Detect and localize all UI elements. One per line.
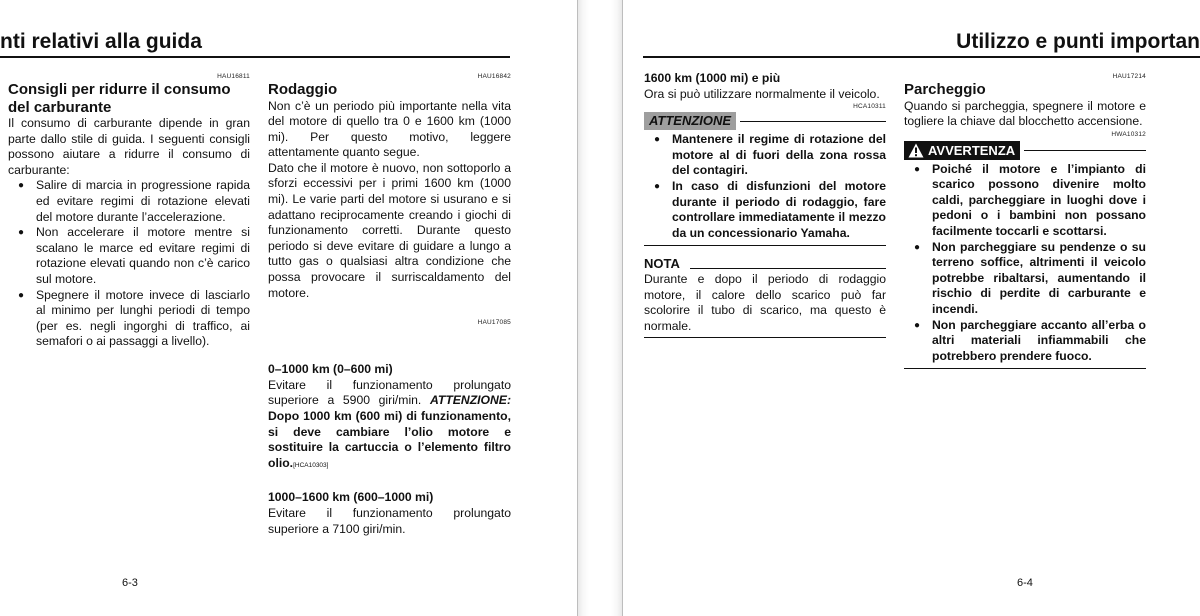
warning-label: AVVERTENZA	[928, 142, 1016, 158]
section-code: HWA10312	[1111, 130, 1146, 138]
paragraph: Evitare il funzionamento prolungato superiore a 7100 giri/min.	[268, 505, 511, 536]
paragraph: Dato che il motore è nuovo, non sottoporlo a sforzi eccessivi per i primi 1600 km (1000 mi). Le varie parti del motore si usurano e si adattano reciprocamente creando i giochi di funzionamento corretti. Durante questo periodo si deve evitare di guidare a lungo a tutto gas o qualsiasi altra condizione che possa provocare il surriscaldamento del motore.	[268, 160, 511, 300]
section-code: HAU16811	[217, 73, 250, 80]
section-title: Rodaggio	[268, 81, 338, 98]
warning-label-box	[904, 141, 1020, 160]
paragraph: Ora si può utilizzare normalmente il veicolo.	[644, 86, 880, 101]
section-code: HAU16842	[477, 73, 511, 80]
divider	[904, 368, 1146, 369]
section-code: HCA10311	[853, 103, 886, 111]
page-header-title: Utilizzo e punti importan	[956, 30, 1200, 53]
list-item: ● Poiché il motore e l’impianto di scarico possono divenire molto caldi, parcheggiare in luoghi dove i pedoni o i bambini non possano facilmente toccarli e scottarsi.	[904, 162, 1146, 240]
column-after-break-in	[644, 71, 886, 338]
section-title: Consigli per ridurre il consumo del carburante	[8, 81, 231, 116]
attention-list	[644, 132, 886, 241]
attention-inline-text: Dopo 1000 km (600 mi) di funzionamento, si deve cambiare l’olio motore e sostituire la cartuccia o l’elemento filtro olio.	[268, 409, 511, 470]
note-label: NOTA	[644, 256, 680, 272]
column-fuel-tips	[8, 72, 250, 350]
note-text: Durante e dopo il periodo di rodaggio motore, il calore dello scarico può far scolorire il tubo di scarico, ma questo è normale.	[644, 271, 886, 333]
divider	[644, 337, 886, 338]
attention-label-bar	[644, 112, 886, 130]
page-header-title: nti relativi alla guida	[0, 30, 202, 53]
paragraph-text: Evitare il funzionamento prolungato superiore a 5900 giri/min.	[268, 377, 511, 408]
attention-inline-label: ATTENZIONE:	[429, 393, 511, 408]
subsection-title: 1000–1600 km (600–1000 mi)	[268, 490, 434, 505]
warning-triangle-icon	[908, 143, 924, 158]
book-gutter	[577, 0, 623, 616]
section-code: HAU17085	[477, 319, 511, 327]
list-item: ● Non parcheggiare su pendenze o su terreno soffice, altrimenti il veicolo potrebbe ribaltarsi, aumentando il rischio di perdite di carburante e incendi.	[904, 240, 1146, 318]
paragraph: Non c’è un periodo più importante nella vita del motore di quello tra 0 e 1600 km (1000 mi). Per questo motivo, leggere attentamente quanto segue.	[268, 98, 511, 160]
section-code: HAU17214	[1112, 73, 1146, 80]
paragraph: Quando si parcheggia, spegnere il motore e togliere la chiave dal blocchetto accensione.	[904, 98, 1146, 129]
list-item: ● Non parcheggiare accanto all’erba o altri materiali infiammabili che potrebbero prendere fuoco.	[904, 318, 1146, 365]
attention-label: ATTENZIONE	[644, 112, 736, 130]
header-rule	[0, 56, 510, 58]
paragraph	[268, 378, 511, 474]
list-item: ● Spegnere il motore invece di lasciarlo al minimo per lunghi periodi di tempo (per es. negli ingorghi di traffico, ai semafori o ai passaggi a livello).	[8, 288, 250, 350]
note-label-bar	[644, 256, 886, 272]
page-left	[0, 0, 577, 616]
header-rule	[643, 56, 1200, 58]
list-item: ● Salire di marcia in progressione rapida ed evitare regimi di rotazione elevati del motore durante l’accelerazione.	[8, 178, 250, 225]
list-item: ● Non accelerare il motore mentre si scalano le marce ed evitare regimi di rotazione elevati quando non c’è carico sul motore.	[8, 225, 250, 287]
list-item: ● In caso di disfunzioni del motore durante il periodo di rodaggio, fare controllare immediatamente il mezzo da un concessionario Yamaha.	[644, 179, 886, 241]
tips-list	[8, 178, 250, 350]
section-title: Parcheggio	[904, 81, 986, 98]
subsection-title: 1600 km (1000 mi) e più	[644, 71, 781, 85]
inline-code: [HCA10303]	[293, 461, 329, 469]
warning-list	[904, 162, 1146, 365]
page-number: 6-4	[1017, 577, 1033, 589]
divider	[644, 245, 886, 246]
column-break-in	[268, 72, 511, 537]
warning-label-bar	[904, 141, 1146, 160]
page-number: 6-3	[122, 577, 138, 589]
column-parking	[904, 72, 1146, 369]
subsection-title: 0–1000 km (0–600 mi)	[268, 362, 393, 377]
section-intro: Il consumo di carburante dipende in gran parte dallo stile di guida. I seguenti consigli possono aiutare a ridurre il consumo di carburante:	[8, 116, 250, 177]
list-item: ● Mantenere il regime di rotazione del motore al di fuori della zona rossa del contagiri.	[644, 132, 886, 179]
page-right	[623, 0, 1200, 616]
